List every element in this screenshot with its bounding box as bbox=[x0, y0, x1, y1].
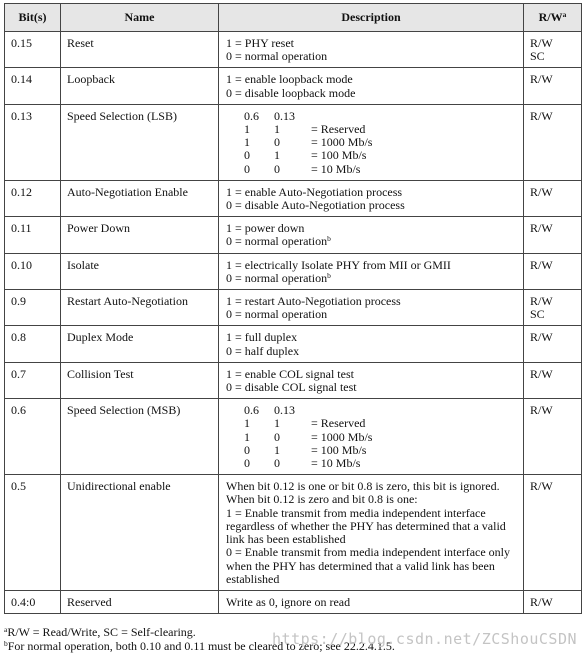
speed-value: = 100 Mb/s bbox=[311, 442, 367, 457]
description-line bbox=[226, 272, 518, 285]
description-text: 0 = normal operation bbox=[226, 234, 328, 249]
description-text: 1 = Enable transmit from media independent interface bbox=[226, 505, 486, 520]
name-cell: Restart Auto-Negotiation bbox=[61, 290, 219, 326]
speed-bit: 1 bbox=[244, 429, 250, 444]
rw-value: R/W bbox=[530, 184, 553, 199]
speed-row bbox=[244, 136, 518, 149]
bit-cell: 0.8 bbox=[5, 326, 61, 362]
header-rw-label: R/W bbox=[538, 9, 563, 24]
description-text: 1 = full duplex bbox=[226, 330, 298, 345]
header-name: Name bbox=[61, 4, 219, 32]
header-description: Description bbox=[219, 4, 524, 32]
description-text: 0 = normal operation bbox=[226, 49, 328, 64]
name-cell: Auto-Negotiation Enable bbox=[61, 180, 219, 216]
speed-table bbox=[226, 404, 518, 470]
description-text: established bbox=[226, 571, 280, 586]
description-text: When bit 0.12 is one or bit 0.8 is zero, this bit is ignored. bbox=[226, 479, 500, 494]
speed-bit: 1 bbox=[244, 135, 250, 150]
description-cell bbox=[219, 290, 524, 326]
description-cell bbox=[219, 104, 524, 180]
speed-header bbox=[244, 110, 518, 123]
description-line bbox=[226, 573, 518, 586]
table-row bbox=[5, 290, 582, 326]
watermark: https://blog.csdn.net/ZCShouCSDN bbox=[272, 630, 577, 648]
bit-cell: 0.6 bbox=[5, 399, 61, 475]
table-row bbox=[5, 217, 582, 253]
bit-cell: 0.7 bbox=[5, 362, 61, 398]
speed-bit: 1 bbox=[274, 122, 280, 137]
table-row bbox=[5, 253, 582, 289]
rw-value: SC bbox=[530, 307, 545, 322]
footnote-marker: b bbox=[327, 270, 331, 280]
name-cell: Loopback bbox=[61, 68, 219, 104]
speed-value: = 10 Mb/s bbox=[311, 456, 361, 471]
name-cell: Speed Selection (LSB) bbox=[61, 104, 219, 180]
speed-bit: 0 bbox=[274, 429, 280, 444]
table-row bbox=[5, 32, 582, 68]
speed-bit: 0 bbox=[244, 442, 250, 457]
table-row bbox=[5, 326, 582, 362]
speed-bit: 0 bbox=[244, 148, 250, 163]
speed-col-label: 0.13 bbox=[274, 403, 295, 418]
speed-bit: 0 bbox=[244, 456, 250, 471]
speed-col-label: 0.6 bbox=[244, 108, 259, 123]
rw-value: R/W bbox=[530, 72, 553, 87]
table-row bbox=[5, 104, 582, 180]
description-text: 0 = normal operation bbox=[226, 270, 328, 285]
rw-value: R/W bbox=[530, 108, 553, 123]
speed-table bbox=[226, 110, 518, 176]
description-text: when the PHY has determined that a valid link has been bbox=[226, 558, 495, 573]
rw-value: R/W bbox=[530, 366, 553, 381]
speed-bit: 0 bbox=[244, 161, 250, 176]
description-cell bbox=[219, 590, 524, 613]
table-row bbox=[5, 475, 582, 591]
description-cell bbox=[219, 217, 524, 253]
speed-row bbox=[244, 163, 518, 176]
table-row bbox=[5, 362, 582, 398]
description-text: 0 = disable COL signal test bbox=[226, 380, 357, 395]
bit-cell: 0.11 bbox=[5, 217, 61, 253]
description-text: 1 = enable loopback mode bbox=[226, 72, 353, 87]
description-cell bbox=[219, 253, 524, 289]
speed-value: = 1000 Mb/s bbox=[311, 135, 373, 150]
description-text: 0 = disable Auto-Negotiation process bbox=[226, 198, 405, 213]
header-rw bbox=[524, 4, 582, 32]
description-text: 0 = Enable transmit from media independent interface only bbox=[226, 545, 511, 560]
speed-row bbox=[244, 149, 518, 162]
rw-cell bbox=[524, 253, 582, 289]
speed-row bbox=[244, 457, 518, 470]
description-text: Write as 0, ignore on read bbox=[226, 594, 351, 609]
speed-row bbox=[244, 123, 518, 136]
rw-cell bbox=[524, 590, 582, 613]
speed-col-label: 0.6 bbox=[244, 403, 259, 418]
rw-cell bbox=[524, 399, 582, 475]
rw-value: R/W bbox=[530, 479, 553, 494]
description-text: 1 = restart Auto-Negotiation process bbox=[226, 294, 401, 309]
name-cell: Collision Test bbox=[61, 362, 219, 398]
description-cell bbox=[219, 68, 524, 104]
table-row bbox=[5, 180, 582, 216]
bit-cell: 0.15 bbox=[5, 32, 61, 68]
speed-bit: 0 bbox=[274, 135, 280, 150]
footnote-mark: b bbox=[4, 639, 8, 648]
header-row bbox=[5, 4, 582, 32]
speed-value: = Reserved bbox=[311, 416, 366, 431]
description-text: 1 = electrically Isolate PHY from MII or GMII bbox=[226, 257, 451, 272]
bit-cell: 0.12 bbox=[5, 180, 61, 216]
name-cell: Reset bbox=[61, 32, 219, 68]
speed-row bbox=[244, 431, 518, 444]
rw-value: R/W bbox=[530, 36, 553, 50]
rw-value: R/W bbox=[530, 594, 553, 609]
description-line bbox=[226, 50, 518, 63]
description-cell bbox=[219, 180, 524, 216]
register-table bbox=[4, 3, 582, 614]
rw-cell bbox=[524, 326, 582, 362]
header-bits: Bit(s) bbox=[5, 4, 61, 32]
rw-cell bbox=[524, 32, 582, 68]
description-cell bbox=[219, 362, 524, 398]
speed-bit: 1 bbox=[274, 148, 280, 163]
name-cell: Unidirectional enable bbox=[61, 475, 219, 591]
name-cell: Speed Selection (MSB) bbox=[61, 399, 219, 475]
bit-cell: 0.10 bbox=[5, 253, 61, 289]
table-row bbox=[5, 399, 582, 475]
footnote-marker: a bbox=[562, 9, 567, 19]
description-line bbox=[226, 596, 518, 609]
table-row bbox=[5, 590, 582, 613]
bit-cell: 0.4:0 bbox=[5, 590, 61, 613]
description-text: 1 = PHY reset bbox=[226, 36, 294, 50]
description-cell bbox=[219, 32, 524, 68]
rw-cell bbox=[524, 217, 582, 253]
name-cell: Isolate bbox=[61, 253, 219, 289]
speed-bit: 0 bbox=[274, 456, 280, 471]
bit-cell: 0.9 bbox=[5, 290, 61, 326]
rw-value: R/W bbox=[530, 294, 553, 309]
description-line bbox=[226, 308, 518, 321]
description-cell bbox=[219, 326, 524, 362]
footnote-mark: a bbox=[4, 625, 8, 634]
description-text: link has been established bbox=[226, 532, 346, 547]
rw-value: SC bbox=[530, 49, 545, 64]
description-line bbox=[226, 345, 518, 358]
speed-col-label: 0.13 bbox=[274, 108, 295, 123]
rw-cell bbox=[524, 362, 582, 398]
speed-value: = 100 Mb/s bbox=[311, 148, 367, 163]
speed-value: = 10 Mb/s bbox=[311, 161, 361, 176]
description-text: 0 = half duplex bbox=[226, 343, 300, 358]
speed-header bbox=[244, 404, 518, 417]
footnote-text: For normal operation, both 0.10 and 0.11 must be cleared to zero; see 22.2.4.1.5. bbox=[7, 639, 395, 653]
speed-row bbox=[244, 417, 518, 430]
speed-value: = Reserved bbox=[311, 122, 366, 137]
rw-cell bbox=[524, 68, 582, 104]
speed-value: = 1000 Mb/s bbox=[311, 429, 373, 444]
description-line bbox=[226, 199, 518, 212]
description-text: 1 = enable COL signal test bbox=[226, 366, 354, 381]
description-text: 0 = normal operation bbox=[226, 307, 328, 322]
description-line bbox=[226, 381, 518, 394]
rw-cell bbox=[524, 104, 582, 180]
rw-cell bbox=[524, 180, 582, 216]
description-text: 1 = power down bbox=[226, 221, 305, 236]
rw-cell bbox=[524, 290, 582, 326]
speed-bit: 1 bbox=[244, 122, 250, 137]
rw-value: R/W bbox=[530, 403, 553, 418]
bit-cell: 0.14 bbox=[5, 68, 61, 104]
speed-bit: 1 bbox=[244, 416, 250, 431]
rw-cell bbox=[524, 475, 582, 591]
name-cell: Power Down bbox=[61, 217, 219, 253]
rw-value: R/W bbox=[530, 221, 553, 236]
description-cell bbox=[219, 399, 524, 475]
description-text: When bit 0.12 is zero and bit 0.8 is one: bbox=[226, 492, 418, 507]
table-row bbox=[5, 68, 582, 104]
description-text: regardless of whether the PHY has determined that a valid bbox=[226, 518, 506, 533]
speed-bit: 0 bbox=[274, 161, 280, 176]
bit-cell: 0.13 bbox=[5, 104, 61, 180]
speed-bit: 1 bbox=[274, 442, 280, 457]
name-cell: Duplex Mode bbox=[61, 326, 219, 362]
bit-cell: 0.5 bbox=[5, 475, 61, 591]
speed-row bbox=[244, 444, 518, 457]
description-text: 0 = disable loopback mode bbox=[226, 85, 356, 100]
description-line bbox=[226, 87, 518, 100]
name-cell: Reserved bbox=[61, 590, 219, 613]
footnote-text: R/W = Read/Write, SC = Self-clearing. bbox=[7, 625, 196, 639]
description-line bbox=[226, 235, 518, 248]
speed-bit: 1 bbox=[274, 416, 280, 431]
description-text: 1 = enable Auto-Negotiation process bbox=[226, 184, 403, 199]
rw-value: R/W bbox=[530, 257, 553, 272]
rw-value: R/W bbox=[530, 330, 553, 345]
description-cell bbox=[219, 475, 524, 591]
footnote-marker: b bbox=[327, 234, 331, 244]
